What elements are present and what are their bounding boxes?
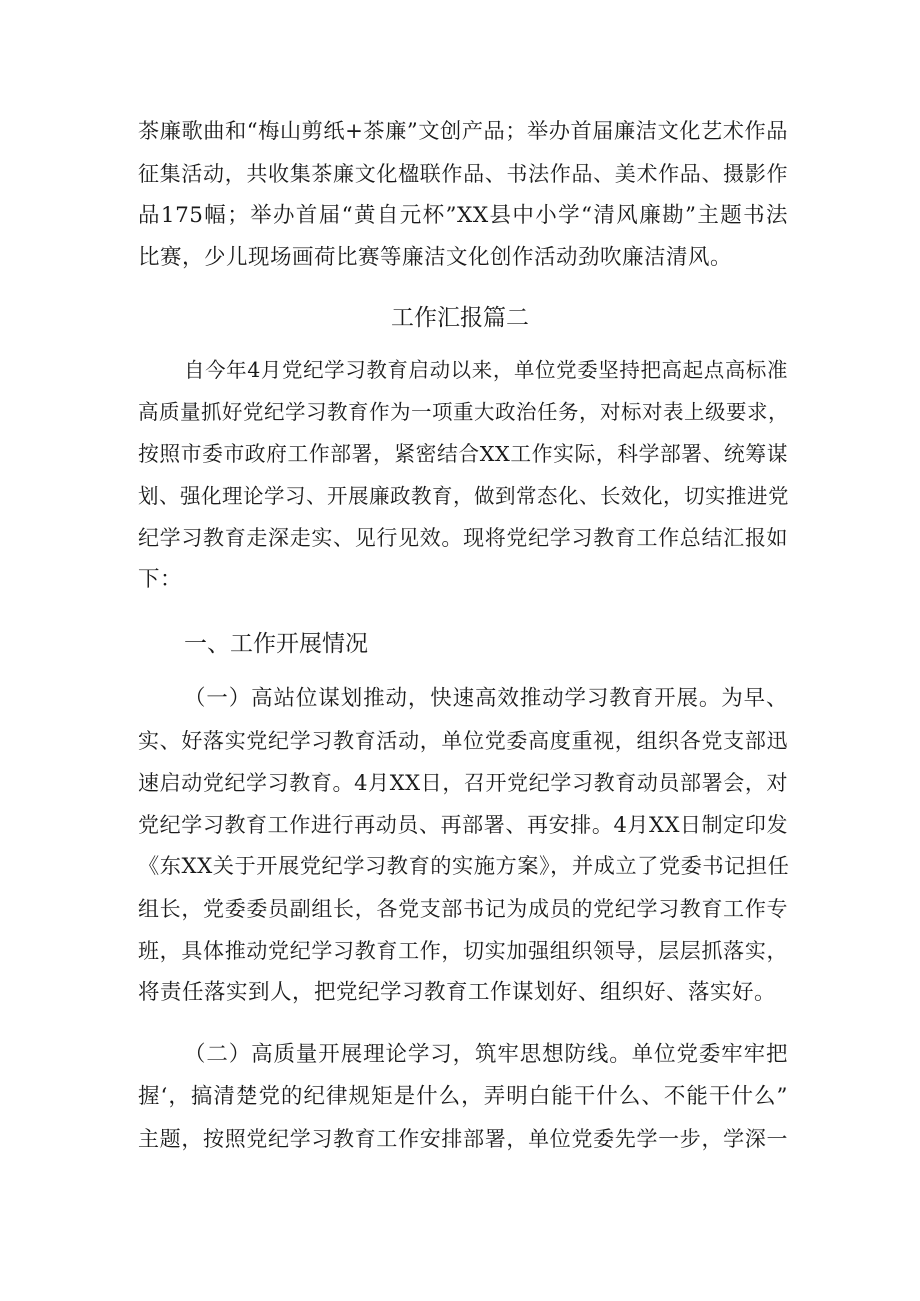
opening-line-2: 高质量抓好党纪学习教育作为一项重大政治任务，对标对表上级要求， [138,400,789,424]
intro-line-2: 征集活动，共收集茶廉文化楹联作品、书法作品、美术作品、摄影作 [138,162,788,186]
subsection-one-line-6: 组长，党委委员副组长，各党支部书记为成员的党纪学习教育工作专 [138,897,788,921]
opening-line-5: 纪学习教育走深走实、见行见效。现将党纪学习教育工作总结汇报如 [138,526,788,550]
subsection-one-line-7: 班，具体推动党纪学习教育工作，切实加强组织领导，层层抓落实， [138,939,788,963]
heading-work-progress: 一、工作开展情况 [184,631,368,657]
opening-line-3: 按照市委市政府工作部署，紧密结合XX工作实际，科学部署、统筹谋 [138,442,788,466]
subsection-one-line-4: 党纪学习教育工作进行再动员、再部署、再安排。4月XX日制定印发 [138,813,788,837]
intro-line-4: 比赛，少儿现场画荷比赛等廉洁文化创作活动劲吹廉洁清风。 [138,245,733,270]
intro-line-3: 品175幅；举办首届“黄自元杯”XX县中小学“清风廉勘”主题书法 [138,203,788,228]
subsection-one-line-2: 实、好落实党纪学习教育活动，单位党委高度重视，组织各党支部迅 [138,729,788,753]
section-title: 工作汇报篇二 [391,305,529,331]
intro-line-1: 茶廉歌曲和“梅山剪纸+茶廉”文创产品；举办首届廉洁文化艺术作品 [138,119,789,144]
subsection-one-line-8: 将责任落实到人，把党纪学习教育工作谋划好、组织好、落实好。 [138,980,777,1005]
subsection-one-line-1: （一）高站位谋划推动，快速高效推动学习教育开展。为早、 [184,686,788,711]
opening-line-1: 自今年4月党纪学习教育启动以来，单位党委坚持把高起点高标准 [184,358,788,382]
subsection-two-line-3: 主题，按照党纪学习教育工作安排部署，单位党委先学一步，学深一 [138,1127,788,1151]
subsection-one-line-3: 速启动党纪学习教育。4月XX日，召开党纪学习教育动员部署会，对 [138,771,788,795]
subsection-two-line-1: （二）高质量开展理论学习，筑牢思想防线。单位党委牢牢把 [184,1042,788,1067]
opening-line-6: 下： [138,567,183,592]
subsection-two-line-2: 握‘，搞清楚党的纪律规矩是什么，弄明白能干什么、不能干什么” [138,1084,788,1109]
subsection-one-line-5: 《东XX关于开展党纪学习教育的实施方案》，并成立了党委书记担任 [138,854,790,879]
opening-line-4: 划、强化理论学习、开展廉政教育，做到常态化、长效化，切实推进党 [138,484,789,508]
